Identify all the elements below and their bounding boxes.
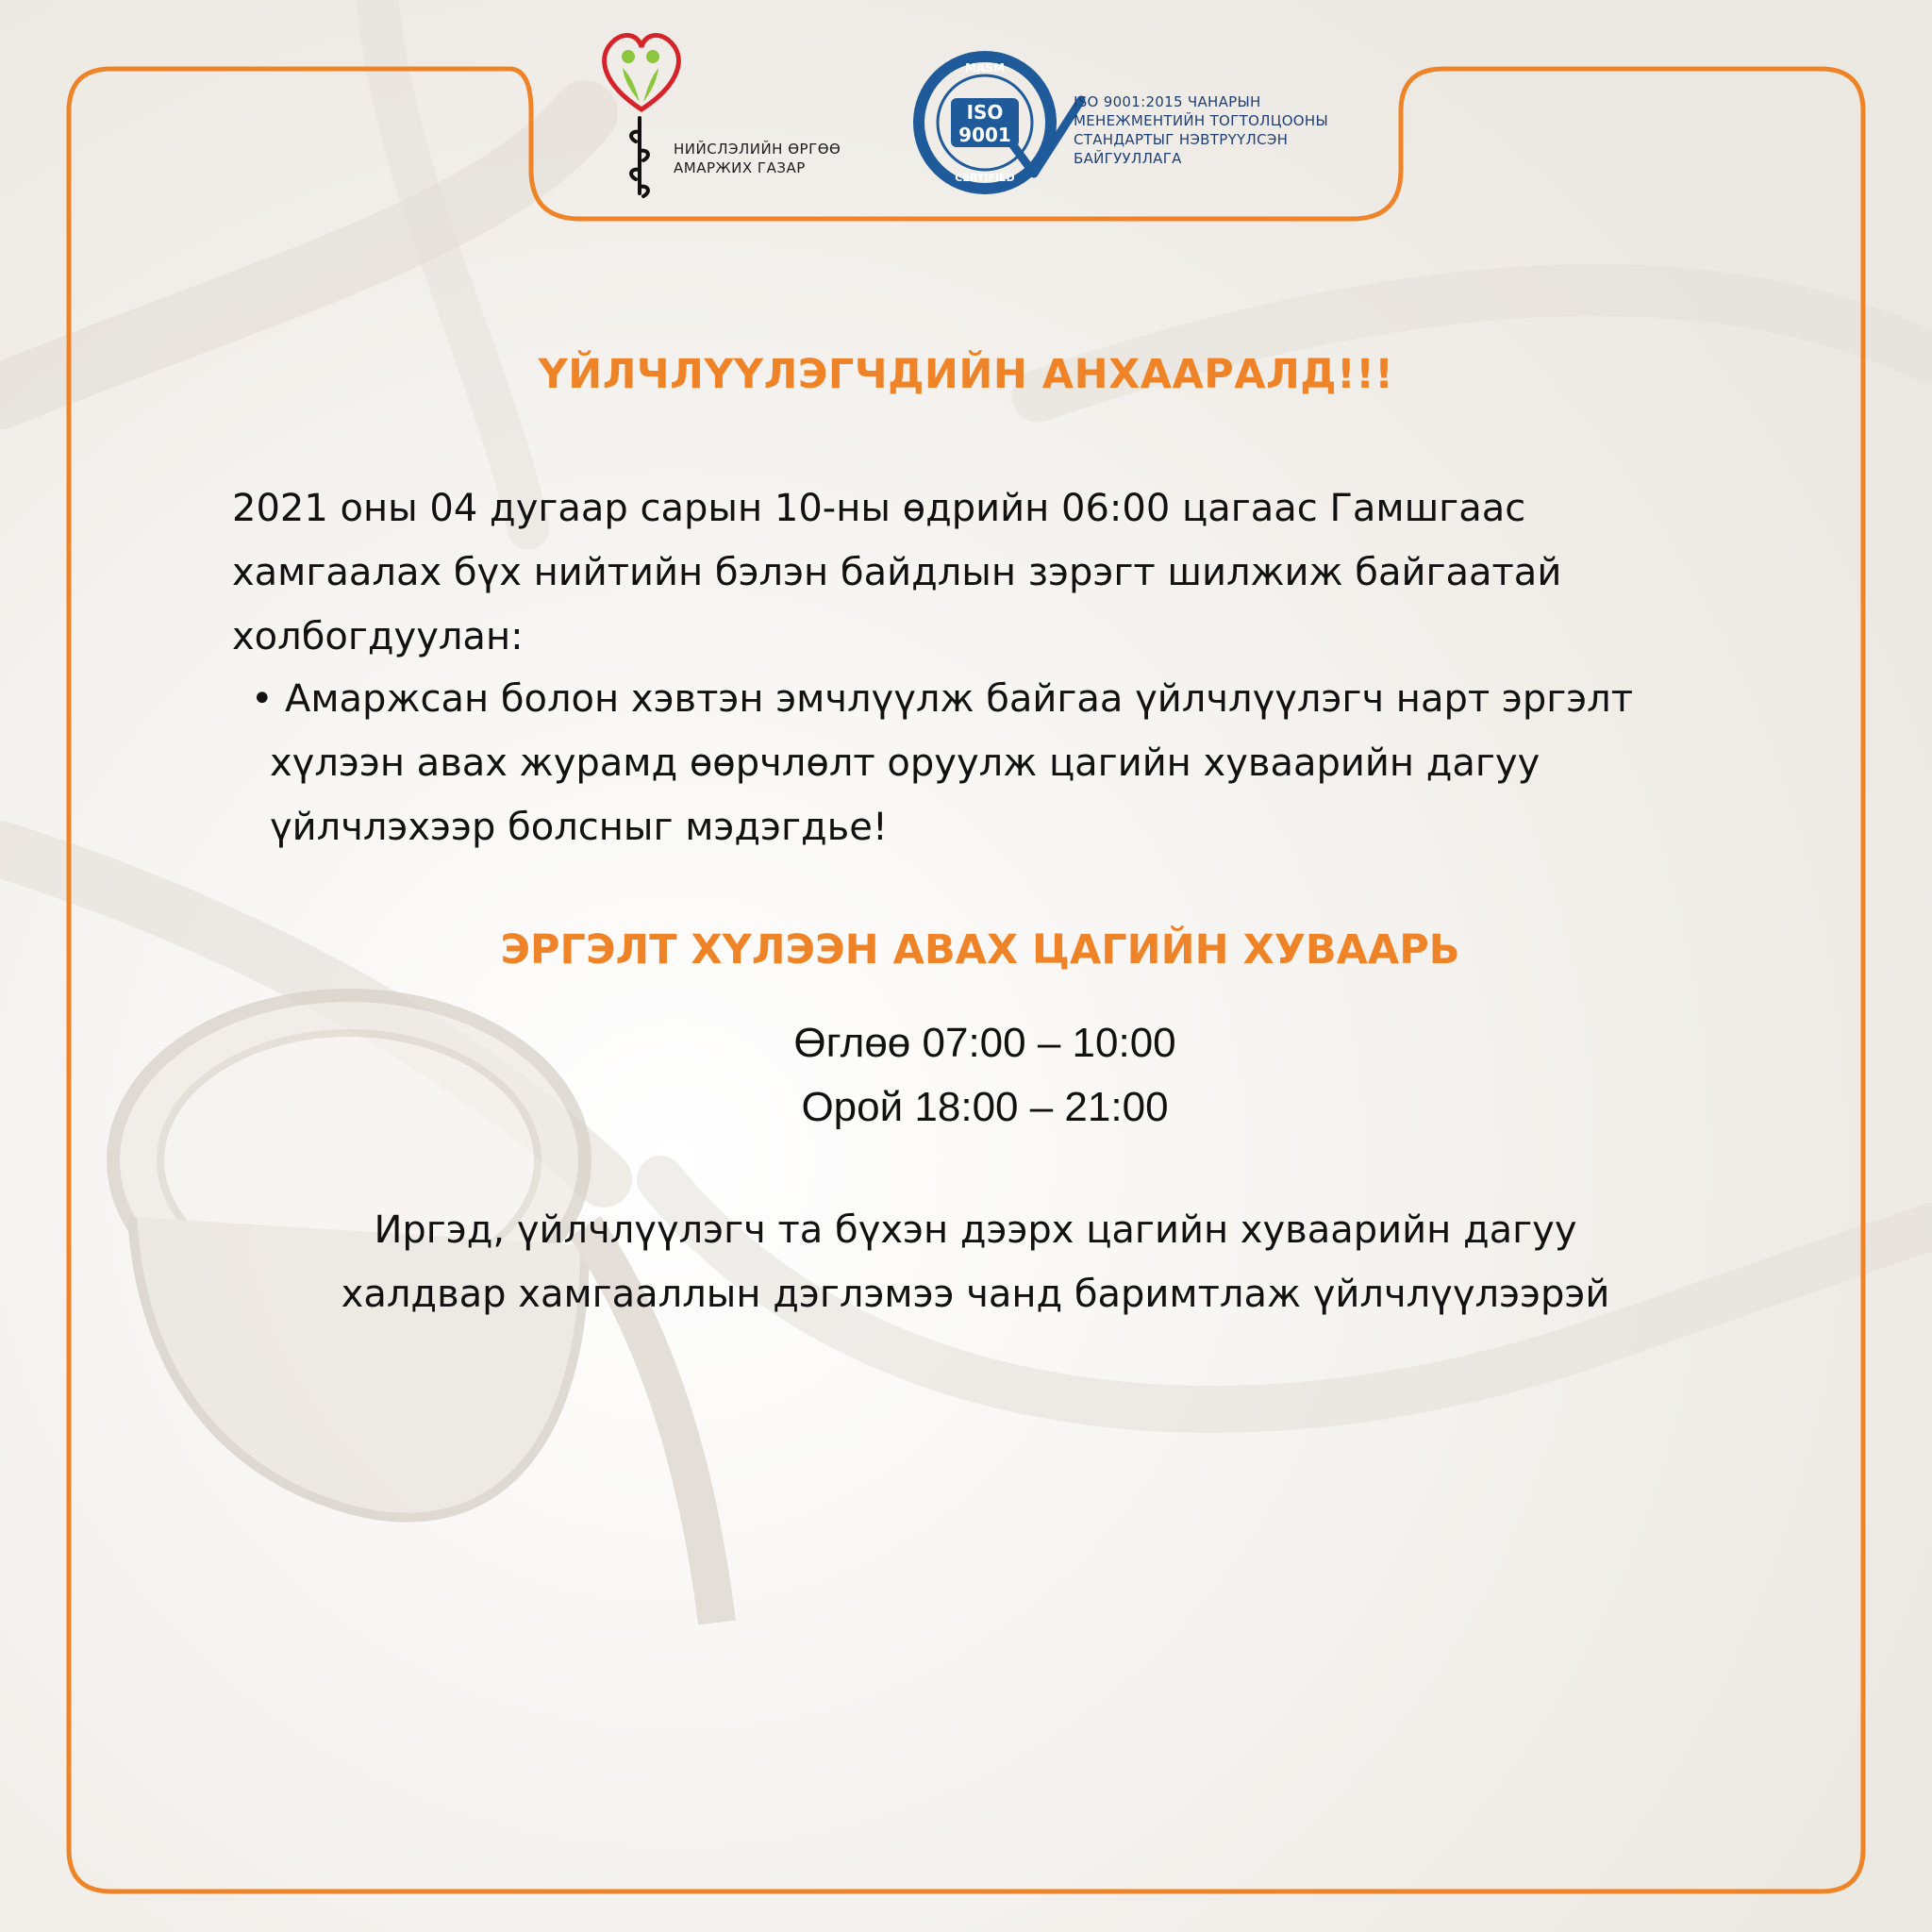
bullet-line: Амаржсан болон хэвтэн эмчлүүлж байгаа үйлчлүүлэгч нарт эргэлт	[285, 677, 1634, 721]
bullet-icon: •	[251, 677, 274, 721]
iso-9001-badge-icon	[902, 43, 1091, 204]
intro-line: хамгаалах бүх нийтийн бэлэн байдлын зэрэгт шилжиж байгаатай	[232, 551, 1562, 594]
schedule-times	[0, 1011, 1932, 1140]
iso-badge-bottom: CERTIFIED	[955, 172, 1015, 184]
schedule-title: ЭРГЭЛТ ХҮЛЭЭН АВАХ ЦАГИЙН ХУВААРЬ	[500, 926, 1460, 974]
org-name: НИЙСЛЭЛИЙН ӨРГӨӨ АМАРЖИХ ГАЗАР	[674, 141, 841, 176]
bullet-line: үйлчлэхээр болсныг мэдэгдье!	[270, 806, 888, 849]
intro-line: холбогдуулан:	[232, 615, 524, 658]
org-heart-logo	[594, 28, 689, 208]
bullet-line: хүлээн авах журамд өөрчлөлт оруулж цагийн хуваарийн дагуу	[270, 741, 1541, 785]
notice-title: ҮЙЛЧЛҮҮЛЭГЧДИЙН АНХААРАЛД!!!	[538, 351, 1394, 398]
closing-line: халдвар хамгааллын дэглэмээ чанд баримтлаж үйлчлүүлээрэй	[341, 1273, 1610, 1316]
intro-line: 2021 оны 04 дугаар сарын 10-ны өдрийн 06:00 цагаас Гамшгаас	[232, 487, 1526, 530]
notice-bullet-item	[251, 667, 1723, 859]
iso-badge-top: MASM	[965, 61, 1005, 75]
schedule-morning: Өглөө 07:00 – 10:00	[793, 1020, 1176, 1066]
iso-certification-text: ISO 9001:2015 ЧАНАРЫН МЕНЕЖМЕНТИЙН ТОГТОЛЦООНЫ СТАНДАРТЫГ НЭВТРҮҮЛСЭН БАЙГУУЛЛАГА	[1074, 93, 1329, 167]
iso-badge-mark: ISO	[966, 101, 1004, 124]
iso-badge-number: 9001	[958, 124, 1011, 146]
notice-intro	[232, 476, 1723, 669]
header-logos	[594, 28, 1358, 208]
closing-line: Иргэд, үйлчлүүлэгч та бүхэн дээрх цагийн хуваарийн дагуу	[374, 1208, 1577, 1252]
mongolian-script-mark	[631, 118, 648, 196]
closing-message	[0, 1198, 1932, 1326]
schedule-evening: Орой 18:00 – 21:00	[801, 1084, 1169, 1130]
